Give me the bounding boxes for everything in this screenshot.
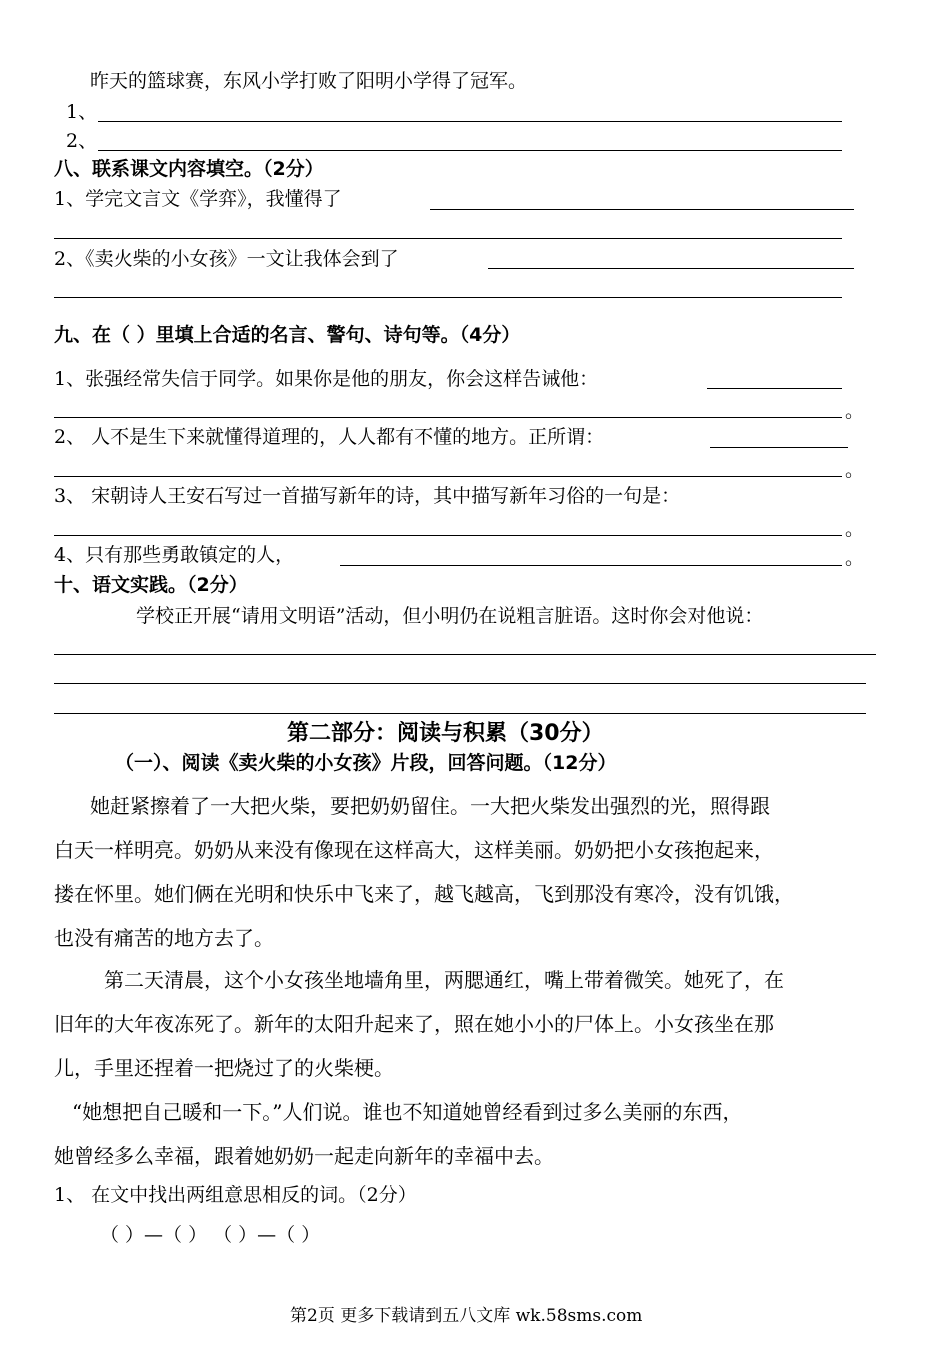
q9-period-4: 。 (845, 547, 865, 569)
part2-title: 第二部分：阅读与积累（30分） (287, 721, 604, 746)
q8-answer-line-2a[interactable] (488, 268, 854, 269)
antonym-pairs[interactable]: （ ）—（ ） （ ）—（ ） (100, 1224, 321, 1246)
q9-answer-line-2b[interactable] (54, 476, 842, 477)
q9-heading: 九、在（ ）里填上合适的名言、警句、诗句等。（4分） (54, 324, 521, 346)
q10-answer-line-3[interactable] (54, 713, 866, 714)
passage-line-9: 她曾经多么幸福，跟着她奶奶一起走向新年的幸福中去。 (54, 1144, 554, 1168)
passage-line-6: 旧年的大年夜冻死了。新年的太阳升起来了，照在她小小的尸体上。小女孩坐在那 (54, 1012, 774, 1036)
q7-answer-line-1[interactable] (98, 121, 842, 122)
passage-line-3: 搂在怀里。她们俩在光明和快乐中飞来了，越飞越高，飞到那没有寒冷，没有饥饿， (54, 882, 794, 906)
q8-answer-line-2b[interactable] (54, 297, 842, 298)
q9-item-1: 1、张强经常失信于同学。如果你是他的朋友，你会这样告诫他： (54, 368, 599, 390)
passage-line-2: 白天一样明亮。奶奶从来没有像现在这样高大，这样美丽。奶奶把小女孩抱起来， (54, 838, 774, 862)
q8-answer-line-1a[interactable] (430, 209, 854, 210)
q9-answer-line-4[interactable] (340, 565, 842, 566)
passage-line-7: 儿，手里还捏着一把烧过了的火柴梗。 (54, 1056, 394, 1080)
passage-line-1: 她赶紧擦着了一大把火柴，要把奶奶留住。一大把火柴发出强烈的光，照得跟 (90, 794, 770, 818)
q7-sentence: 昨天的篮球赛，东风小学打败了阳明小学得了冠军。 (90, 70, 528, 92)
q8-heading: 八、联系课文内容填空。（2分） (54, 158, 324, 180)
part2-question-1: 1、 在文中找出两组意思相反的词。（2分） (54, 1184, 417, 1206)
q9-answer-line-3[interactable] (54, 535, 842, 536)
passage-line-5: 第二天清晨，这个小女孩坐地墙角里，两腮通红，嘴上带着微笑。她死了，在 (104, 968, 784, 992)
q7-answer-number-1: 1、 (66, 101, 98, 123)
q10-answer-line-1[interactable] (54, 654, 876, 655)
q9-period-3: 。 (845, 518, 865, 540)
q7-answer-number-2: 2、 (66, 130, 98, 152)
q10-prompt: 学校正开展“请用文明语”活动，但小明仍在说粗言脏语。这时你会对他说： (136, 605, 764, 627)
q9-period-2: 。 (845, 459, 865, 481)
q9-answer-line-1b[interactable] (54, 417, 842, 418)
q9-item-4: 4、只有那些勇敢镇定的人， (54, 544, 295, 566)
q8-item-1: 1、学完文言文《学弈》，我懂得了 (54, 188, 342, 210)
q9-period-1: 。 (845, 400, 865, 422)
q9-item-3: 3、 宋朝诗人王安石写过一首描写新年的诗，其中描写新年习俗的一句是： (54, 485, 681, 507)
q9-answer-line-1a[interactable] (707, 388, 842, 389)
q10-heading: 十、语文实践。（2分） (54, 574, 248, 596)
part2-subtitle: （一）、阅读《卖火柴的小女孩》片段，回答问题。（12分） (115, 752, 617, 774)
q7-answer-line-2[interactable] (98, 150, 842, 151)
passage-line-8: “她想把自己暖和一下。”人们说。谁也不知道她曾经看到过多么美丽的东西， (72, 1100, 743, 1124)
passage-line-4: 也没有痛苦的地方去了。 (54, 926, 274, 950)
q10-answer-line-2[interactable] (54, 683, 866, 684)
q8-answer-line-1b[interactable] (54, 238, 842, 239)
page-footer: 第2页 更多下载请到五八文库 wk.58sms.com (290, 1306, 643, 1326)
q9-answer-line-2a[interactable] (710, 447, 848, 448)
q8-item-2: 2、《卖火柴的小女孩》一文让我体会到了 (54, 248, 399, 270)
q9-item-2: 2、 人不是生下来就懂得道理的，人人都有不懂的地方。正所谓： (54, 426, 605, 448)
